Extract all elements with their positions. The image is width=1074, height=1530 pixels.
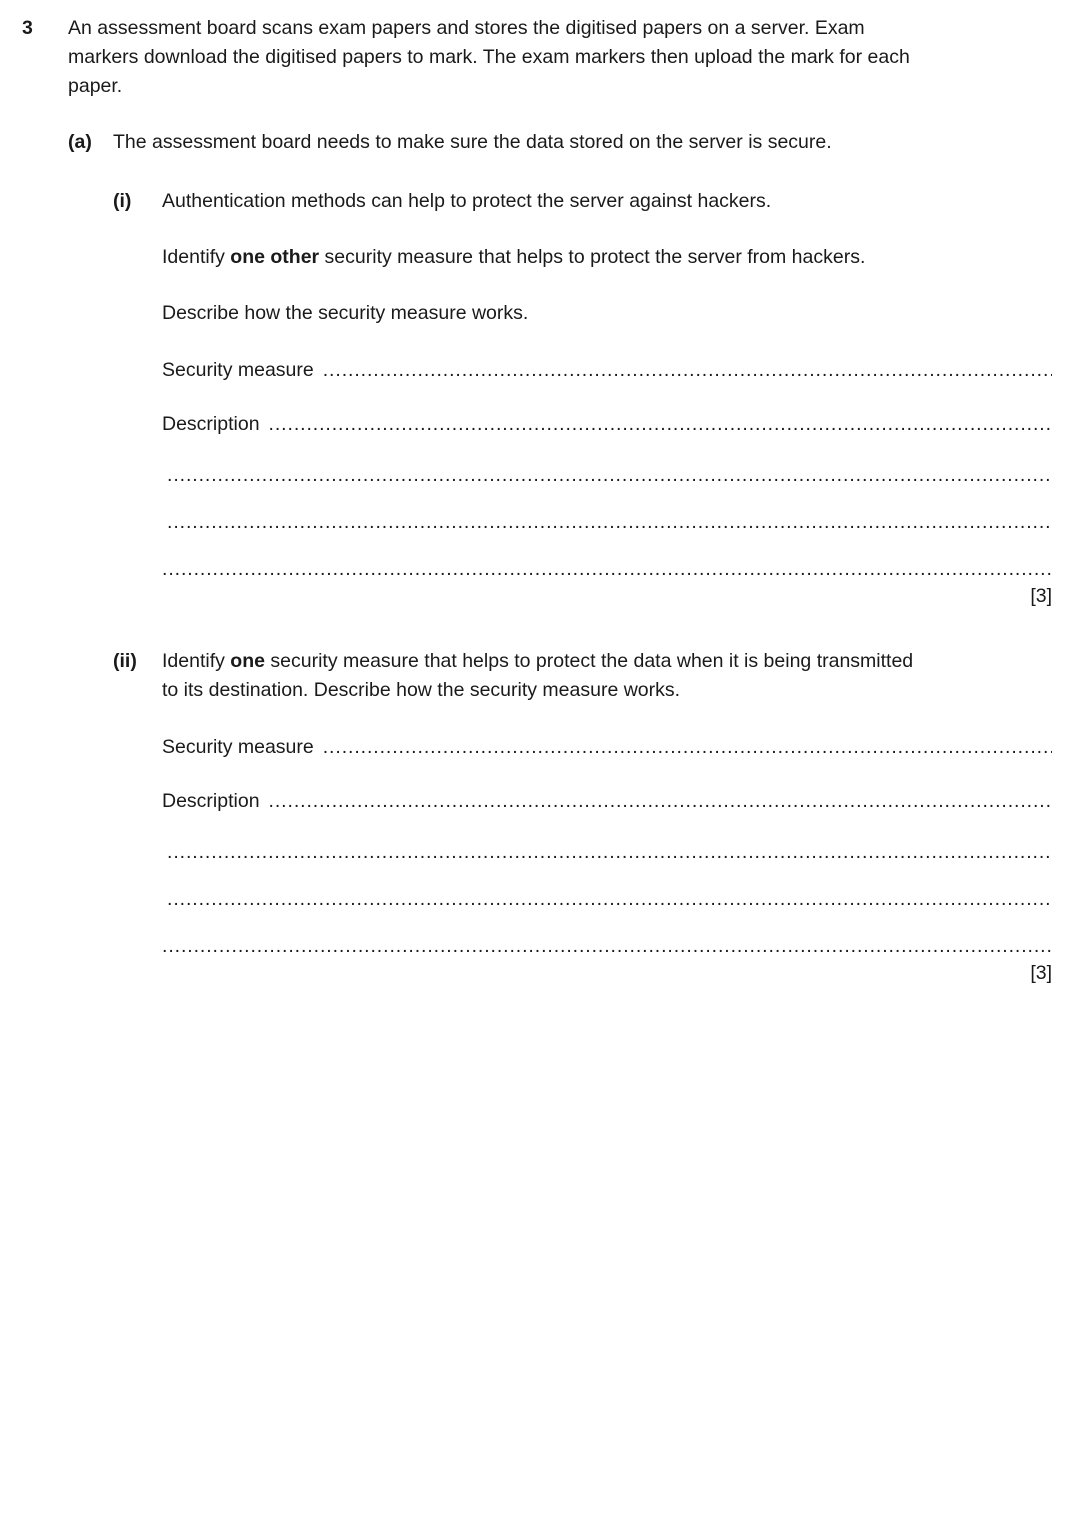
- answer-write-in-field[interactable]: [167, 841, 1052, 863]
- subpart-i-blank-line-1: [167, 464, 1052, 486]
- question-number: 3: [22, 17, 33, 39]
- subpart-ii-line-1: [162, 647, 1052, 676]
- subpart-i-marks: [3]: [1030, 585, 1052, 607]
- subpart-i-label: (i): [113, 190, 132, 212]
- answer-write-in-field[interactable]: [323, 359, 1052, 381]
- answer-write-in-field[interactable]: [269, 790, 1052, 812]
- subpart-ii-security-measure-label: Security measure: [162, 736, 314, 758]
- question-stem-line-1: An assessment board scans exam papers and stores the digitised papers on a server. Exam: [68, 17, 865, 39]
- subpart-ii-security-measure-line: [162, 733, 1052, 762]
- subpart-ii-blank-line-3: [162, 935, 1052, 957]
- answer-write-in-field[interactable]: [167, 464, 1052, 486]
- subpart-ii-marks: [3]: [1030, 962, 1052, 984]
- subpart-i-description-line: [162, 410, 1052, 439]
- answer-write-in-field[interactable]: [269, 413, 1052, 435]
- subpart-ii-description-label: Description: [162, 790, 260, 812]
- subpart-i-line-1: Authentication methods can help to protect the server against hackers.: [162, 190, 772, 212]
- answer-write-in-field[interactable]: [162, 558, 1052, 580]
- question-stem-text: [68, 14, 1074, 101]
- subpart-i-row: [0, 187, 1074, 328]
- subpart-ii-row: [0, 647, 1074, 705]
- answer-write-in-field[interactable]: [323, 736, 1052, 758]
- subpart-i-line-2-pre: Identify: [162, 246, 231, 268]
- subpart-ii-description-line: [162, 787, 1052, 816]
- subpart-i-line-2: [162, 243, 1052, 272]
- subpart-ii-blank-line-2: [167, 888, 1052, 910]
- subpart-i-security-measure-line: [162, 356, 1052, 385]
- part-a-label: (a): [68, 131, 92, 153]
- answer-write-in-field[interactable]: [167, 888, 1052, 910]
- answer-write-in-field[interactable]: [162, 935, 1052, 957]
- question-stem-row: [0, 14, 1074, 101]
- subpart-ii-text: [162, 647, 1074, 705]
- subpart-ii-answer-area: [0, 733, 1074, 957]
- subpart-i-answer-area: [0, 356, 1074, 580]
- subpart-i-description-label: Description: [162, 413, 260, 435]
- subpart-ii-label: (ii): [113, 650, 137, 672]
- subpart-i-line-2-post: security measure that helps to protect the server from hackers.: [319, 246, 866, 268]
- question-stem-line-2: markers download the digitised papers to mark. The exam markers then upload the mark for each: [68, 46, 910, 68]
- subpart-ii-line-1-post: security measure that helps to protect the data when it is being transmitted: [264, 650, 914, 672]
- subpart-i-security-measure-label: Security measure: [162, 359, 314, 381]
- answer-write-in-field[interactable]: [167, 511, 1052, 533]
- part-a-row: [0, 128, 1074, 157]
- subpart-i-blank-line-3: [162, 558, 1052, 580]
- subpart-i-line-2-emphasis: one other: [230, 246, 320, 268]
- subpart-ii-line-1-emphasis: one: [230, 650, 265, 672]
- subpart-ii-line-2: to its destination. Describe how the security measure works.: [162, 679, 681, 701]
- subpart-ii-line-1-pre: Identify: [162, 650, 231, 672]
- part-a-text: The assessment board needs to make sure the data stored on the server is secure.: [113, 131, 832, 153]
- subpart-i-blank-line-2: [167, 511, 1052, 533]
- subpart-ii-blank-line-1: [167, 841, 1052, 863]
- subpart-i-line-3: Describe how the security measure works.: [162, 302, 529, 324]
- question-3-block: [0, 14, 1074, 988]
- subpart-i-text: [162, 187, 1074, 328]
- question-stem-line-3: paper.: [68, 75, 123, 97]
